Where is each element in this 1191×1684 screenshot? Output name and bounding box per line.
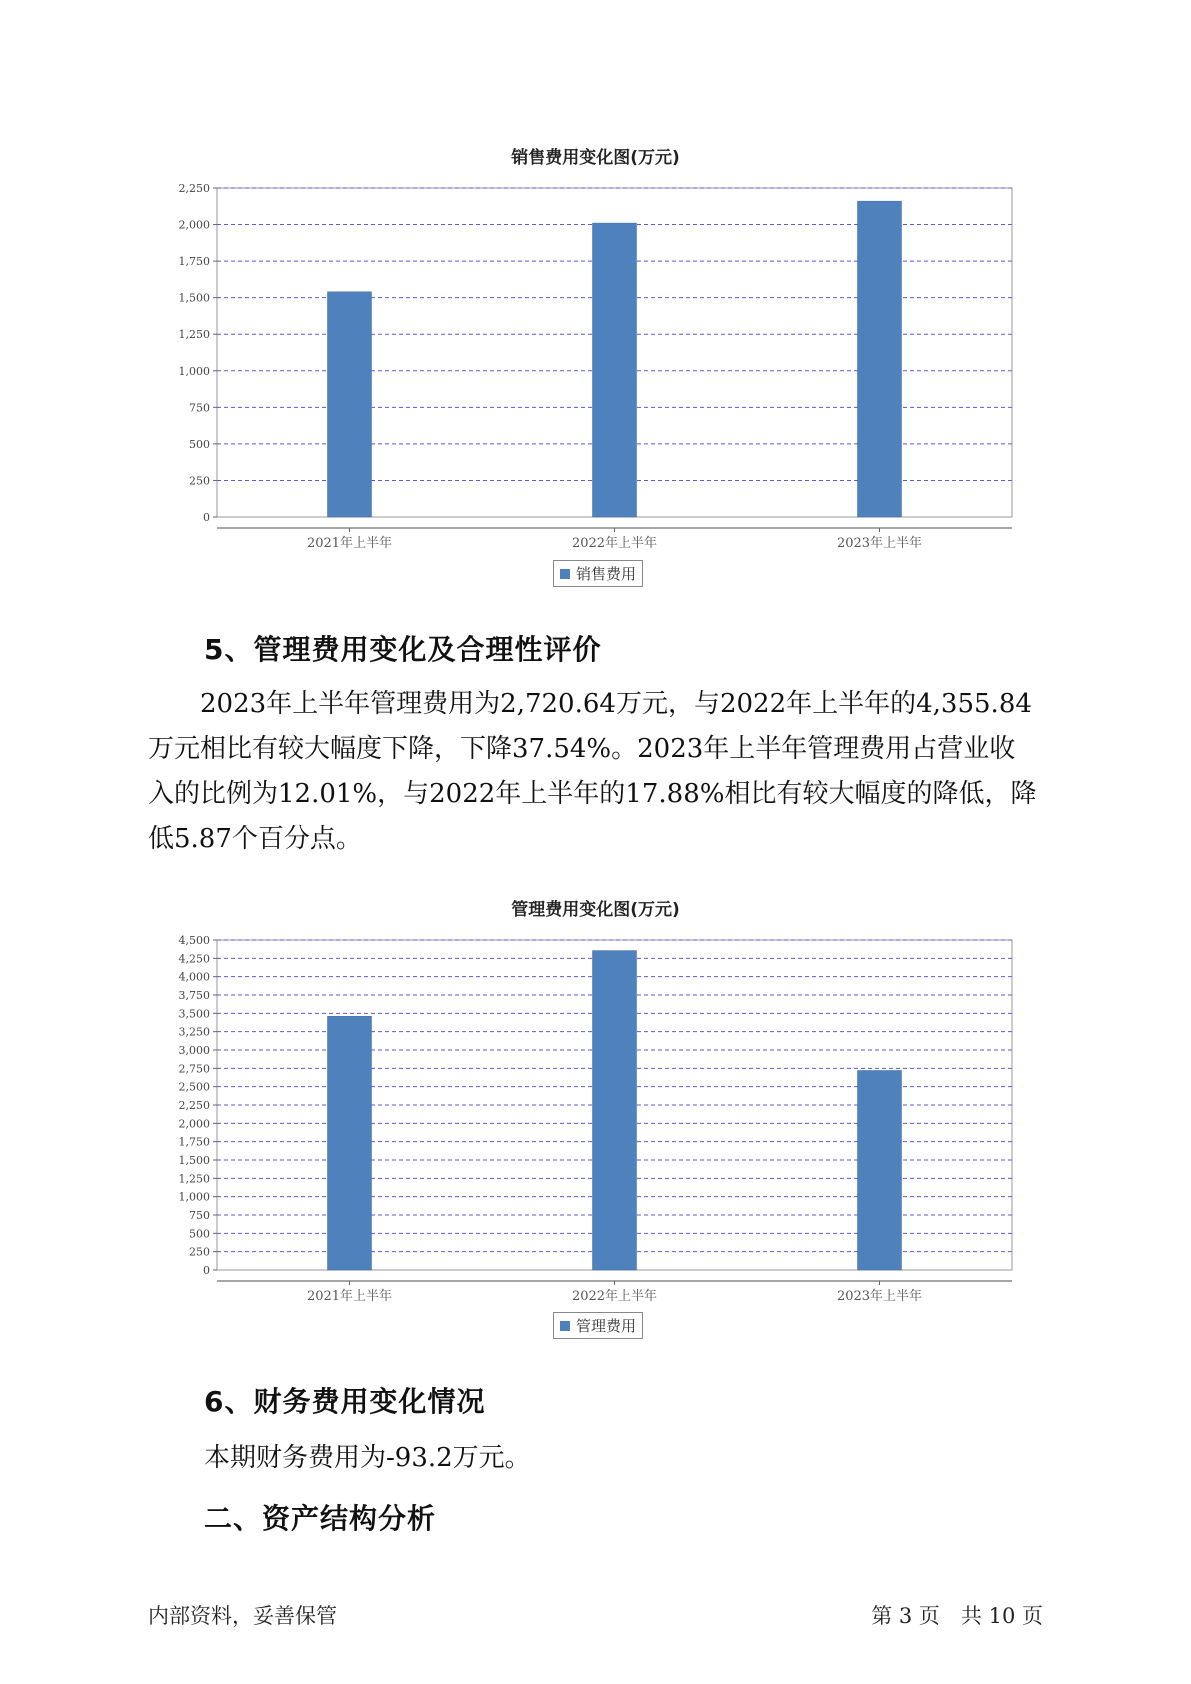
chart-title-admin: 管理费用变化图(万元) (511, 900, 680, 920)
y-tick-label: 500 (189, 437, 210, 451)
y-tick-label: 1,750 (178, 1135, 210, 1149)
legend-label: 销售费用 (576, 565, 637, 583)
para-line: 万元相比有较大幅度下降，下降37.54%。2023年上半年管理费用占营业收 (148, 734, 1016, 764)
section-6-paragraph: 本期财务费用为-93.2万元。 (204, 1443, 531, 1473)
para-line: 入的比例为12.01%，与2022年上半年的17.88%相比有较大幅度的降低，降 (148, 779, 1037, 809)
y-tick-label: 250 (189, 1245, 210, 1259)
y-tick-label: 750 (189, 1209, 210, 1222)
x-tick-label: 2021年上半年 (306, 536, 393, 551)
y-tick-label: 1,250 (178, 328, 210, 342)
x-tick-label: 2023年上半年 (836, 536, 923, 551)
x-tick-label: 2022年上半年 (571, 1289, 658, 1304)
y-tick-label: 4,500 (178, 934, 210, 947)
x-tick-label: 2023年上半年 (836, 1289, 923, 1304)
y-tick-label: 1,000 (178, 364, 210, 378)
footer-confidential-note: 内部资料，妥善保管 (148, 1604, 337, 1628)
y-tick-label: 1,500 (178, 291, 210, 305)
section-6-heading: 6、财务费用变化情况 (204, 1385, 486, 1418)
section-2-heading: 二、资产结构分析 (204, 1502, 437, 1535)
y-tick-label: 0 (203, 511, 210, 524)
y-tick-label: 2,000 (178, 1117, 210, 1131)
bar (858, 1070, 902, 1270)
y-tick-label: 2,250 (178, 182, 210, 195)
y-tick-label: 1,500 (178, 1154, 210, 1167)
y-tick-label: 4,250 (178, 952, 210, 966)
x-tick-label: 2021年上半年 (306, 1289, 393, 1304)
y-tick-label: 250 (189, 474, 210, 488)
y-tick-label: 2,500 (178, 1080, 210, 1094)
y-tick-label: 1,000 (178, 1190, 210, 1204)
chart-title-sales: 销售费用变化图(万元) (511, 148, 680, 168)
legend-admin (553, 1312, 643, 1339)
y-tick-label: 2,000 (178, 218, 210, 232)
bar (593, 951, 637, 1270)
y-tick-label: 3,750 (178, 989, 210, 1002)
y-tick-label: 2,250 (178, 1099, 210, 1112)
legend-swatch (560, 1321, 570, 1331)
y-tick-label: 750 (189, 401, 210, 415)
y-tick-label: 1,250 (178, 1172, 210, 1186)
y-tick-label: 500 (189, 1227, 210, 1241)
y-tick-label: 4,000 (178, 970, 210, 984)
x-tick-label: 2022年上半年 (571, 536, 658, 551)
legend-label: 管理费用 (576, 1317, 637, 1335)
y-tick-label: 0 (203, 1264, 210, 1277)
y-tick-label: 3,000 (178, 1044, 210, 1057)
section-5-heading: 5、管理费用变化及合理性评价 (204, 633, 602, 666)
y-tick-label: 3,500 (178, 1007, 210, 1021)
bar (328, 1016, 372, 1270)
y-tick-label: 1,750 (178, 255, 210, 269)
y-tick-label: 3,250 (178, 1025, 210, 1039)
y-tick-label: 2,750 (178, 1062, 210, 1076)
para-line: 2023年上半年管理费用为2,720.64万元，与2022年上半年的4,355.84 (200, 689, 1032, 719)
para-line: 低5.87个百分点。 (148, 824, 362, 854)
footer-page-number: 第 3 页 共 10 页 (871, 1604, 1043, 1628)
